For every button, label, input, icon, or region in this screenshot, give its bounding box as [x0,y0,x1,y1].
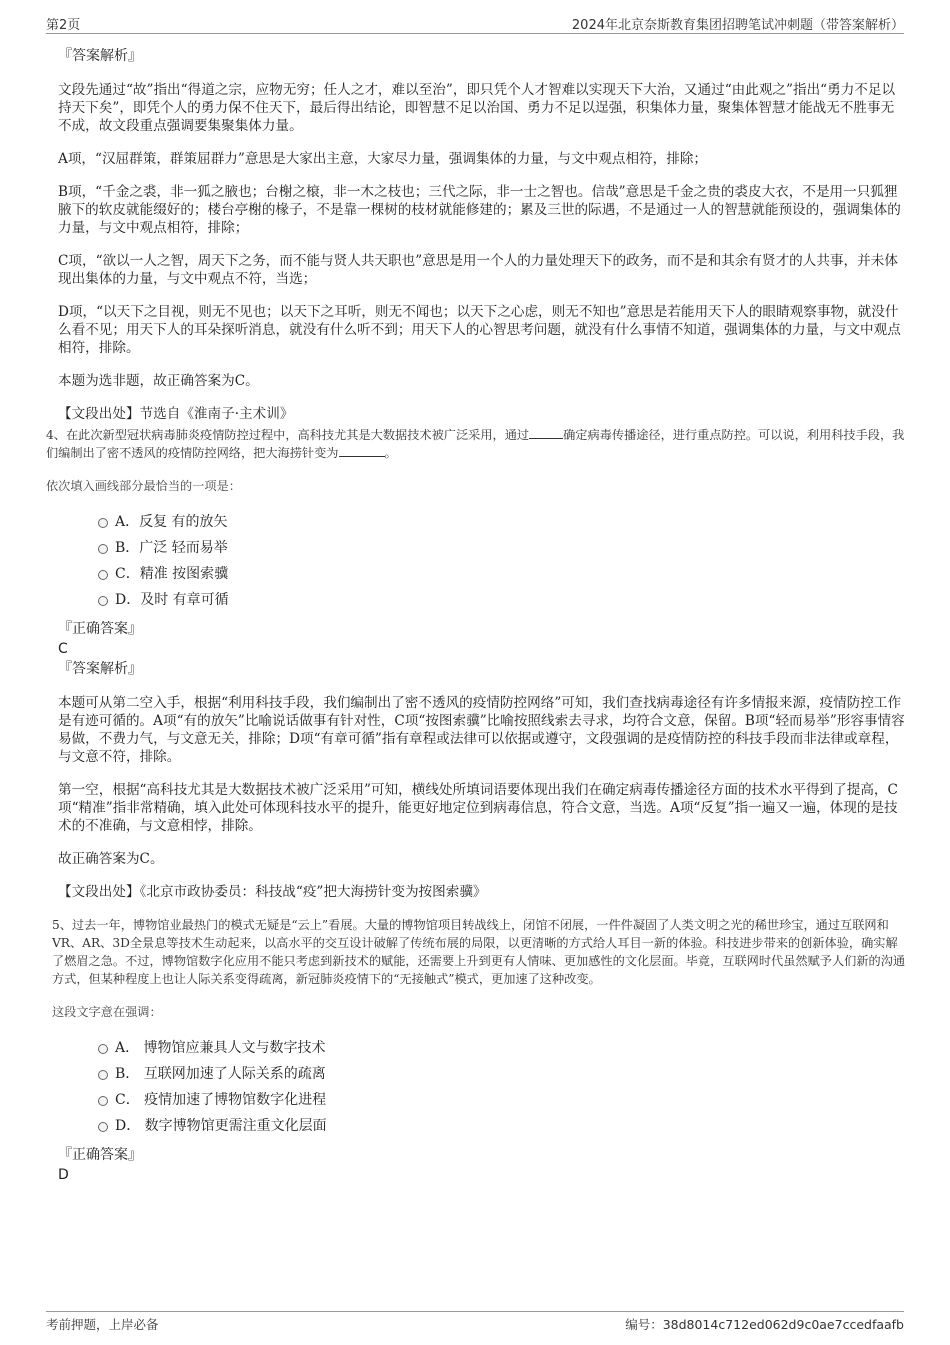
q4-blank-2 [339,445,385,457]
q5-option-c[interactable]: C． 疫情加速了博物馆数字化进程 [98,1087,906,1113]
q4-option-c[interactable]: C．精准 按图索骥 [98,561,906,587]
q5-stem: 5、过去一年，博物馆业最热门的模式无疑是“云上”看展。大量的博物馆项目转战线上，闭馆不闭展，一件件凝固了人类文明之光的稀世珍宝，通过互联网和VR、AR、3D全景息等技术生动起来，以高水平的交互设计破解了传统布展的局限，以更清晰的方式给人耳目一新的体验。科技进步带来的创新体验，确实解了燃眉之急。不过，博物馆数字化应用不能只考虑到新技术的赋能，还需要上升到更有人情味、更加感性的文化层面。毕竟，互联网时代虽然赋予人们新的沟通方式，但某种程度上也让人际关系变得疏离，新冠肺炎疫情下的“无接触式”模式，更加速了这种改变。 [52,918,906,986]
radio-icon[interactable] [98,1122,108,1132]
page-number: 第2页 [46,18,81,33]
q5-answer: D [58,1167,69,1183]
q4-analysis-p2: 第一空，根据“高科技尤其是大数据技术被广泛采用”可知，横线处所填词语要体现出我们在确定病毒传播途径方面的技术水平得到了提高，C项“精准”指非常精确，填入此处可体现科技水平的提升，能更好地定位到病毒信息，符合文意，当选。A项“反复”指一遍又一遍，体现的是技术的不准确，与文意相悖，排除。 [58,782,898,834]
q4-source: 【文段出处】《北京市政协委员：科技战“疫”把大海捞针变为按图索骥》 [58,884,487,900]
q5-answer-label: 『正确答案』 [58,1147,142,1163]
q3-analysis-p1: 文段先通过“故”指出“得道之宗，应物无穷；任人之才，难以至治”，即只凭个人才智难以实现天下大治，又通过“由此观之”指出“勇力不足以持天下矣”，即凭个人的勇力保不住天下，最后得出结论，即智慧不足以治国、勇力不足以逞强，积集体力量，聚集体智慧才能战无不胜事无不成，故文段重点强调要集聚集体力量。 [58,82,896,134]
q4-analysis-p1: 本题可从第二空入手，根据“利用科技手段，我们编制出了密不透风的疫情防控网络”可知，我们查找病毒途径有许多情报来源，疫情防控工作是有迹可循的。A项“有的放矢”比喻说话做事有针对性，C项“按图索骥”比喻按照线索去寻求，均符合文意，保留。B项“轻而易举”形容事情容易做，不费力气，与文意无关，排除；D项“有章可循”指有章程或法律可以依据或遵守，文段强调的是疫情防控的科技手段而非法律或章程，与文意不符，排除。 [58,695,905,765]
radio-icon[interactable] [98,544,108,554]
radio-icon[interactable] [98,570,108,580]
q4-option-b[interactable]: B．广泛 轻而易举 [98,535,906,561]
q4-blank-1 [529,427,563,439]
q5-option-b[interactable]: B． 互联网加速了人际关系的疏离 [98,1061,906,1087]
q4-option-a[interactable]: A．反复 有的放矢 [98,509,906,535]
page-header [46,14,904,34]
q5-instruction: 这段文字意在强调： [52,1005,162,1019]
q3-analysis-option-d: D项，“以天下之目视，则无不见也；以天下之耳听，则无不闻也；以天下之心虑，则无不知也”意思是若能用天下人的眼睛观察事物，就没什么看不见；用天下人的耳朵探听消息，就没有什么听不到；用天下人的心智思考问题，就没有什么事情不知道，强调集体的力量，与文中观点相符，排除。 [58,304,901,356]
q3-analysis-option-b: B项，“千金之裘，非一狐之腋也；台榭之榱，非一木之枝也；三代之际，非一士之智也。信哉”意思是千金之贵的裘皮大衣，不是用一只狐狸腋下的软皮就能缀好的；楼台亭榭的椽子，不是靠一棵树的枝材就能修建的；累及三世的际遇，不是通过一人的智慧就能预设的，强调集体的力量，与文中观点相符，排除； [58,184,901,236]
radio-icon[interactable] [98,1044,108,1054]
q5-option-d[interactable]: D． 数字博物馆更需注重文化层面 [98,1113,906,1139]
document-body [46,46,906,1185]
q5-option-a[interactable]: A． 博物馆应兼具人文与数字技术 [98,1035,906,1061]
q4-option-d[interactable]: D．及时 有章可循 [98,587,906,613]
footer-slogan: 考前押题，上岸必备 [46,1317,159,1332]
radio-icon[interactable] [98,518,108,528]
q3-analysis-option-c: C项，“欲以一人之智，周天下之务，而不能与贤人共天职也”意思是用一个人的力量处理天下的政务，而不是和其余有贤才的人共事，并未体现出集体的力量，与文中观点不符，当选； [58,253,898,287]
q4-answer: C [58,641,68,657]
q4-stem: 4、在此次新型冠状病毒肺炎疫情防控过程中，高科技尤其是大数据技术被广泛采用，通过 确定病毒传播途径，进行重点防控。可以说，利用科技手段，我们编制出了密不透风的疫情防控网络，把大海捞针变为 。 [46,428,905,460]
q3-source: 【文段出处】节选自《淮南子·主术训》 [58,406,294,422]
q3-conclusion: 本题为选非题，故正确答案为C。 [58,373,259,389]
q4-instruction: 依次填入画线部分最恰当的一项是： [46,479,241,493]
page-footer [46,1311,904,1332]
radio-icon[interactable] [98,1096,108,1106]
q3-analysis-label: 『答案解析』 [58,48,142,64]
q3-analysis-option-a: A项，“汉屈群策，群策屈群力”意思是大家出主意，大家尽力量，强调集体的力量，与文中观点相符，排除； [58,151,708,167]
document-id: 编号：38d8014c712ed062d9c0ae7ccedfaafb [625,1317,904,1332]
document-title: 2024年北京奈斯教育集团招聘笔试冲刺题（带答案解析） [571,18,904,33]
q4-answer-label: 『正确答案』 [58,621,142,637]
q4-conclusion: 故正确答案为C。 [58,851,164,867]
q4-analysis-label: 『答案解析』 [58,661,142,677]
radio-icon[interactable] [98,1070,108,1080]
radio-icon[interactable] [98,596,108,606]
